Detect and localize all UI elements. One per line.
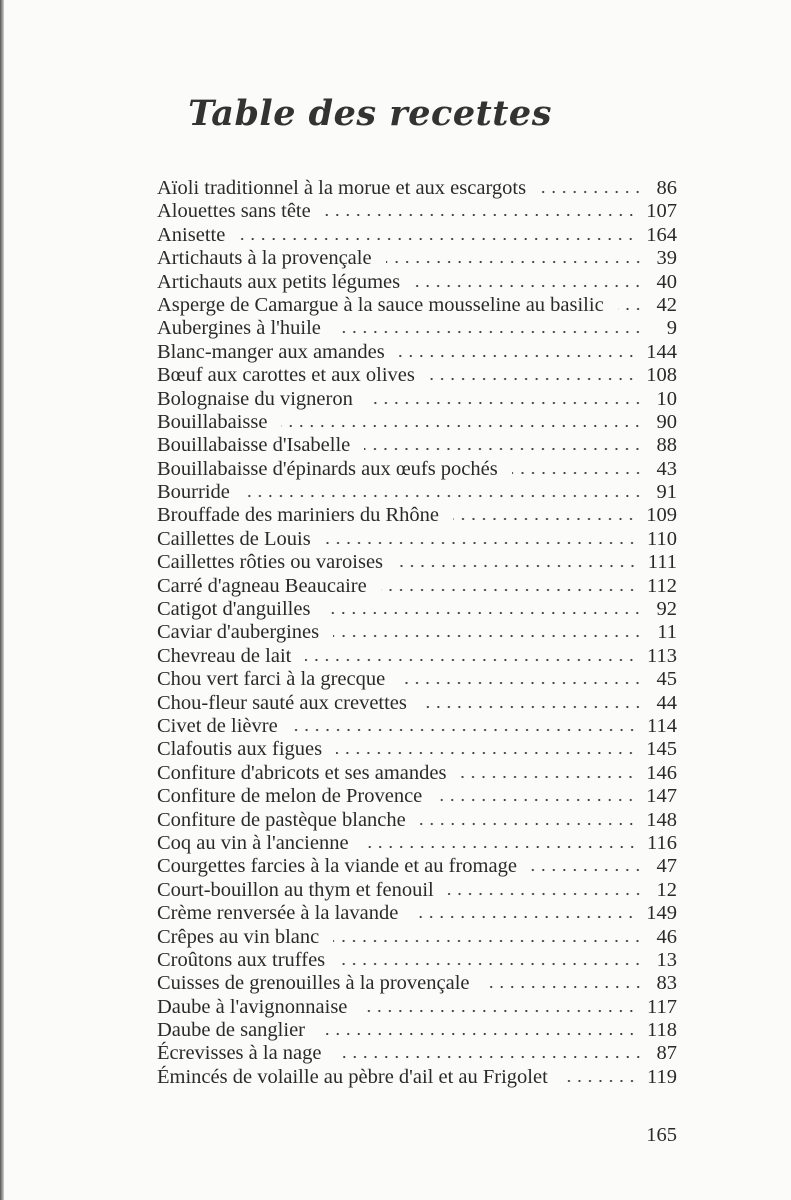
dot-leader: [324, 611, 643, 615]
dot-leader: [414, 284, 643, 288]
dot-leader: [421, 705, 643, 709]
dot-leader: [618, 307, 643, 311]
recipe-page-number: 146: [646, 761, 677, 784]
recipe-page-number: 119: [647, 1065, 677, 1088]
recipe-page-number: 87: [656, 1042, 677, 1065]
recipe-name: Bouillabaisse: [157, 410, 268, 433]
index-entry: [157, 177, 677, 200]
index-entry: [157, 598, 677, 621]
recipe-page-number: 10: [656, 387, 677, 410]
dot-leader: [399, 354, 637, 358]
recipe-name: Bœuf aux carottes et aux olives: [157, 364, 415, 387]
dot-leader: [381, 588, 637, 592]
recipe-page-number: 12: [656, 878, 677, 901]
index-entry: [157, 551, 677, 574]
dot-leader: [239, 237, 636, 241]
dot-leader: [335, 330, 643, 334]
recipe-page-number: 118: [647, 1019, 677, 1042]
index-entry: [157, 434, 677, 457]
recipe-name: Confiture d'abricots et ses amandes: [157, 761, 447, 784]
index-entry: [157, 692, 677, 715]
index-entry: [157, 341, 677, 364]
recipe-page-number: 46: [656, 925, 677, 948]
recipe-name: Coq au vin à l'ancienne: [157, 831, 349, 854]
recipe-name: Brouffade des mariniers du Rhône: [157, 504, 439, 527]
recipe-name: Asperge de Camargue à la sauce mousseline au basilic: [157, 293, 604, 316]
recipe-page-number: 90: [656, 410, 677, 433]
recipe-page-number: 108: [646, 364, 677, 387]
recipe-name: Aïoli traditionnel à la morue et aux escargots: [157, 177, 527, 199]
dot-leader: [448, 892, 643, 896]
index-entry: [157, 855, 677, 878]
recipe-page-number: 145: [646, 738, 677, 761]
recipe-page-number: 109: [646, 504, 677, 527]
recipe-page-number: 148: [646, 808, 677, 831]
recipe-name: Caviar d'aubergines: [157, 621, 320, 644]
recipe-name: Caillettes de Louis: [157, 527, 311, 550]
dot-leader: [361, 1009, 637, 1013]
dot-leader: [305, 658, 637, 662]
index-entry: [157, 224, 677, 247]
dot-leader: [336, 1055, 644, 1059]
index-entry: [157, 388, 677, 411]
recipe-name: Écrevisses à la nage: [157, 1042, 322, 1065]
index-entry: [157, 1066, 677, 1089]
dot-leader: [364, 447, 643, 451]
dot-leader: [540, 190, 643, 194]
recipe-name: Confiture de melon de Provence: [157, 785, 423, 808]
recipe-name: Bolognaise du vigneron: [157, 387, 353, 410]
recipe-name: Chou-fleur sauté aux crevettes: [157, 691, 407, 714]
recipe-name: Anisette: [157, 223, 226, 246]
page-edge-shadow: [0, 0, 4, 1200]
recipe-name: Chou vert farci à la grecque: [157, 668, 386, 691]
recipe-name: Court-bouillon au thym et fenouil: [157, 878, 434, 901]
index-entry: [157, 575, 677, 598]
index-entry: [157, 715, 677, 738]
recipe-page-number: 47: [656, 855, 677, 878]
index-entry: [157, 785, 677, 808]
dot-leader: [429, 377, 636, 381]
dot-leader: [333, 939, 643, 943]
index-entry: [157, 247, 677, 270]
dot-leader: [325, 213, 637, 217]
recipe-page-number: 11: [657, 621, 677, 644]
recipe-name: Catigot d'anguilles: [157, 598, 311, 621]
index-entry: [157, 1042, 677, 1065]
index-entry: [157, 926, 677, 949]
recipe-page-number: 144: [646, 340, 677, 363]
recipe-page-number: 83: [656, 972, 677, 995]
recipe-page-number: 40: [656, 270, 677, 293]
page-number: 165: [646, 1124, 677, 1146]
dot-leader: [333, 634, 643, 638]
index-entry: [157, 738, 677, 761]
recipe-page-number: 112: [647, 574, 677, 597]
index-entry: [157, 645, 677, 668]
dot-leader: [397, 564, 638, 568]
recipe-name: Alouettes sans tête: [157, 200, 311, 223]
recipe-name: Clafoutis aux figues: [157, 738, 323, 761]
recipe-name: Bourride: [157, 481, 230, 504]
recipe-page-number: 86: [656, 177, 677, 199]
dot-leader: [484, 985, 643, 989]
recipe-page-number: 114: [647, 714, 677, 737]
recipe-name: Caillettes rôties ou varoises: [157, 551, 384, 574]
recipe-page-number: 91: [656, 481, 677, 504]
recipe-page-number: 164: [646, 223, 677, 246]
recipe-page-number: 13: [656, 948, 677, 971]
recipe-page-number: 147: [646, 785, 677, 808]
recipe-page-number: 42: [656, 293, 677, 316]
recipe-page-number: 39: [656, 247, 677, 270]
recipe-page-number: 110: [647, 527, 677, 550]
recipe-page-number: 113: [647, 644, 677, 667]
dot-leader: [367, 401, 643, 405]
page-title: Table des recettes: [188, 93, 552, 135]
dot-leader: [292, 728, 637, 732]
dot-leader: [453, 517, 636, 521]
index-entry: [157, 832, 677, 855]
index-entry: [157, 879, 677, 902]
recipe-page-number: 9: [666, 317, 677, 340]
recipe-page-number: 111: [647, 551, 677, 574]
recipe-name: Artichauts à la provençale: [157, 247, 372, 270]
recipe-page-number: 107: [646, 200, 677, 223]
dot-leader: [399, 681, 643, 685]
recipe-name: Crème renversée à la lavande: [157, 902, 399, 925]
recipe-name: Chevreau de lait: [157, 644, 292, 667]
dot-leader: [436, 798, 636, 802]
recipe-page-number: 44: [656, 691, 677, 714]
dot-leader: [281, 424, 643, 428]
index-entry: [157, 902, 677, 925]
index-entry: [157, 809, 677, 832]
recipe-page-number: 116: [647, 831, 677, 854]
recipe-page-number: 117: [647, 995, 677, 1018]
index-entry: [157, 271, 677, 294]
recipe-page-number: 92: [656, 598, 677, 621]
dot-leader: [562, 1079, 637, 1083]
dot-leader: [336, 751, 636, 755]
recipe-name: Daube de sanglier: [157, 1019, 305, 1042]
recipe-page-number: 45: [656, 668, 677, 691]
recipe-name: Civet de lièvre: [157, 714, 278, 737]
index-entry: [157, 528, 677, 551]
recipe-name: Cuisses de grenouilles à la provençale: [157, 972, 470, 995]
index-entry: [157, 621, 677, 644]
dot-leader: [420, 822, 636, 826]
recipe-name: Daube à l'avignonnaise: [157, 995, 348, 1018]
dot-leader: [412, 915, 636, 919]
index-entry: [157, 668, 677, 691]
index-entry: [157, 458, 677, 481]
dot-leader: [512, 471, 643, 475]
dot-leader: [325, 541, 637, 545]
recipe-name: Carré d'agneau Beaucaire: [157, 574, 367, 597]
recipe-name: Croûtons aux truffes: [157, 948, 326, 971]
index-entry: [157, 294, 677, 317]
index-entry: [157, 504, 677, 527]
recipe-name: Blanc-manger aux amandes: [157, 340, 385, 363]
dot-leader: [244, 494, 643, 498]
index-entry: [157, 996, 677, 1019]
index-entry: [157, 1019, 677, 1042]
dot-leader: [339, 962, 643, 966]
index-entry: [157, 949, 677, 972]
recipe-index: [157, 177, 677, 1089]
index-entry: [157, 972, 677, 995]
recipe-name: Artichauts aux petits légumes: [157, 270, 401, 293]
dot-leader: [363, 845, 637, 849]
recipe-name: Aubergines à l'huile: [157, 317, 321, 340]
index-entry: [157, 364, 677, 387]
dot-leader: [319, 1032, 637, 1036]
dot-leader: [386, 260, 643, 264]
index-entry: [157, 411, 677, 434]
recipe-page-number: 43: [656, 457, 677, 480]
index-entry: [157, 200, 677, 223]
recipe-name: Émincés de volaille au pèbre d'ail et au Frigolet: [157, 1065, 548, 1088]
recipe-page-number: 149: [646, 902, 677, 925]
dot-leader: [531, 868, 643, 872]
index-entry: [157, 317, 677, 340]
recipe-page-number: 88: [656, 434, 677, 457]
index-entry: [157, 762, 677, 785]
recipe-name: Courgettes farcies à la viande et au fromage: [157, 855, 517, 878]
dot-leader: [460, 775, 636, 779]
recipe-name: Confiture de pastèque blanche: [157, 808, 406, 831]
recipe-name: Crêpes au vin blanc: [157, 925, 320, 948]
index-entry: [157, 481, 677, 504]
recipe-name: Bouillabaisse d'épinards aux œufs pochés: [157, 457, 498, 480]
recipe-name: Bouillabaisse d'Isabelle: [157, 434, 351, 457]
